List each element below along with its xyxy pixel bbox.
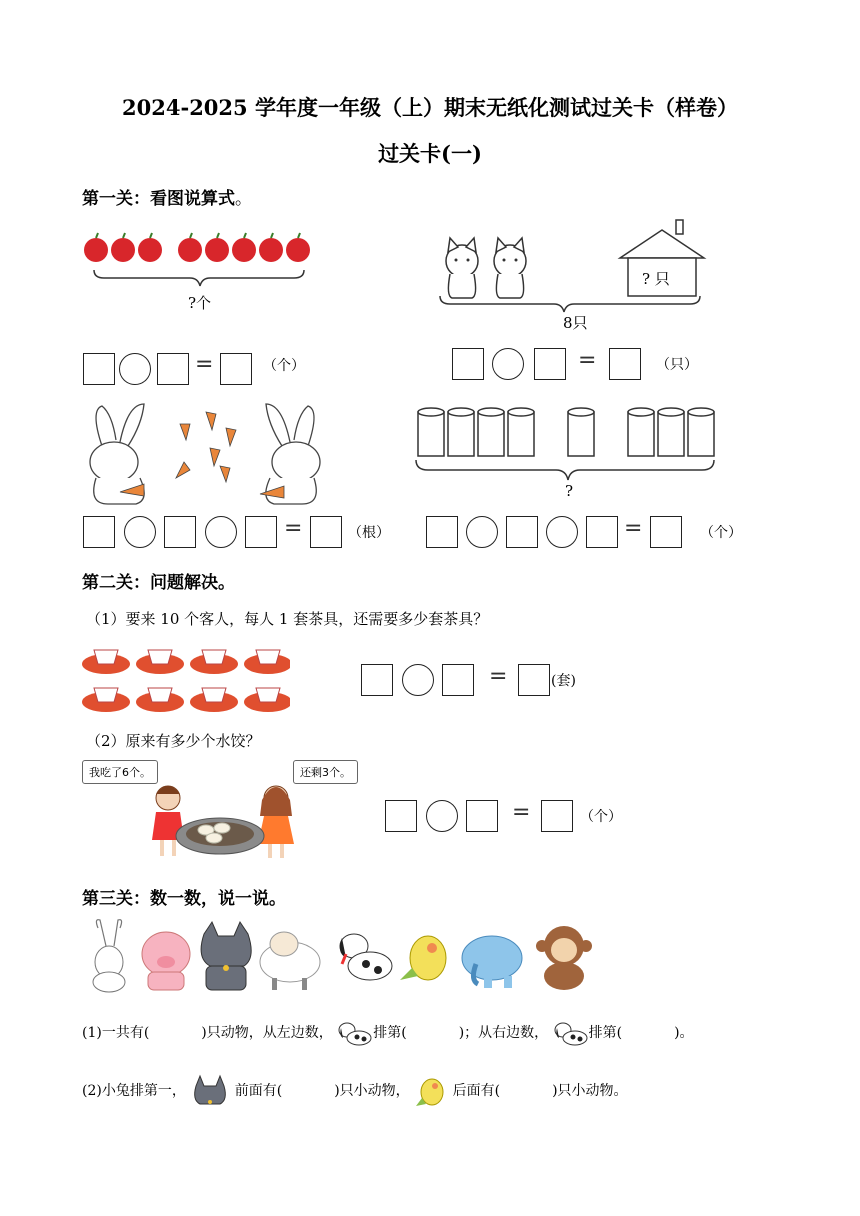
monkey-icon	[536, 926, 592, 990]
answer-box[interactable]	[220, 353, 252, 385]
brace	[94, 270, 304, 286]
operator-circle[interactable]	[426, 800, 458, 832]
carrot-icon	[120, 412, 284, 498]
answer-box[interactable]	[245, 516, 277, 548]
q1-text: （1）要来 10 个客人，每人 1 套茶具，还需要多少套茶具？	[86, 610, 489, 628]
equals-sign: =	[489, 664, 508, 689]
answer-box[interactable]	[506, 516, 538, 548]
cat-icon	[190, 1074, 230, 1108]
bird-icon	[414, 1074, 448, 1108]
unit-label: (套)	[551, 673, 576, 689]
dog-icon	[340, 934, 392, 980]
teacup-icon	[82, 650, 290, 712]
girls-dumplings-figure	[146, 780, 306, 862]
cat-icon	[446, 238, 526, 298]
answer-box[interactable]	[164, 516, 196, 548]
answer-box[interactable]	[609, 348, 641, 380]
rabbit-icon	[90, 404, 320, 504]
house-label: ? 只	[642, 270, 670, 288]
answer-box[interactable]	[83, 516, 115, 548]
speech-bubble-left: 我吃了6个。	[82, 760, 158, 784]
answer-box[interactable]	[83, 353, 115, 385]
equals-sign: =	[578, 348, 597, 373]
speech-bubble-right: 还剩3个。	[293, 760, 358, 784]
unit-label: （个）	[580, 809, 622, 825]
operator-circle[interactable]	[402, 664, 434, 696]
dog-icon	[337, 1020, 373, 1046]
brace	[416, 460, 714, 480]
unit-label: （个）	[263, 358, 305, 374]
unit-label: （只）	[656, 357, 698, 373]
equals-sign: =	[284, 516, 303, 541]
count-line-2: (2)小兔排第一， 前面有( )只小动物， 后面有( )只小动物。	[82, 1074, 628, 1108]
answer-box[interactable]	[541, 800, 573, 832]
count-line-1: (1)一共有( )只动物，从左边数， 排第( )；从右边数， 排第( )。	[82, 1020, 694, 1046]
equals-sign: =	[624, 516, 643, 541]
answer-box[interactable]	[157, 353, 189, 385]
answer-box[interactable]	[310, 516, 342, 548]
pig-icon	[142, 932, 190, 990]
operator-circle[interactable]	[205, 516, 237, 548]
cats-house-figure	[434, 216, 714, 316]
cylinder-icon	[418, 408, 714, 456]
answer-box[interactable]	[650, 516, 682, 548]
operator-circle[interactable]	[492, 348, 524, 380]
cat-icon	[201, 922, 251, 990]
p1-brace-label: ?个	[188, 294, 212, 312]
page-title: 2024-2025 学年度一年级（上）期末无纸化测试过关卡（样卷）	[122, 95, 738, 120]
answer-box[interactable]	[586, 516, 618, 548]
operator-circle[interactable]	[124, 516, 156, 548]
equals-sign: =	[512, 800, 531, 825]
answer-box[interactable]	[518, 664, 550, 696]
answer-box[interactable]	[361, 664, 393, 696]
q2-text: （2）原来有多少个水饺？	[86, 732, 261, 750]
operator-circle[interactable]	[546, 516, 578, 548]
sheep-icon	[260, 932, 320, 990]
section-2-heading: 第二关：问题解决。	[82, 573, 235, 593]
brace	[440, 296, 700, 312]
unit-label: （根）	[348, 525, 390, 541]
operator-circle[interactable]	[119, 353, 151, 385]
teacups-figure	[80, 638, 290, 718]
equals-sign: =	[195, 352, 214, 377]
section-1-heading: 第一关：看图说算式。	[82, 189, 252, 209]
rabbits-carrots-figure	[80, 400, 330, 508]
p2-brace-label: 8只	[563, 314, 588, 332]
rabbit-icon	[93, 920, 125, 992]
answer-box[interactable]	[426, 516, 458, 548]
answer-box[interactable]	[452, 348, 484, 380]
animals-row	[84, 918, 604, 994]
answer-box[interactable]	[442, 664, 474, 696]
apple-group	[84, 238, 310, 262]
page-subtitle: 过关卡(一)	[378, 141, 482, 166]
answer-box[interactable]	[534, 348, 566, 380]
operator-circle[interactable]	[466, 516, 498, 548]
answer-box[interactable]	[385, 800, 417, 832]
elephant-icon	[462, 936, 522, 988]
bird-icon	[400, 936, 446, 980]
section-3-heading: 第三关：数一数，说一说。	[82, 889, 286, 909]
unit-label: （个）	[700, 525, 742, 541]
dog-icon	[553, 1020, 589, 1046]
answer-box[interactable]	[466, 800, 498, 832]
p4-brace-label: ?	[565, 482, 574, 500]
